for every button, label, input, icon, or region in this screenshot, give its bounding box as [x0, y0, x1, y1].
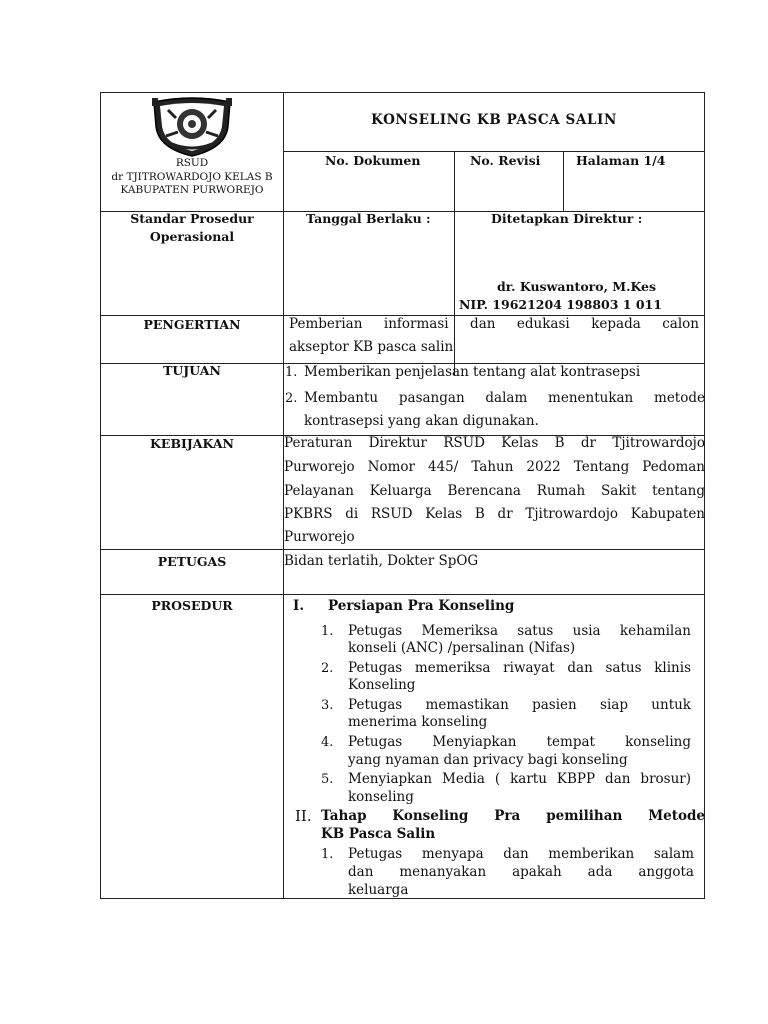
prosedur-1-item-2-line-2: Konseling [348, 677, 416, 693]
institution-line-1: RSUD [175, 157, 209, 169]
prosedur-1-item-5-line-1: Menyiapkan Media ( kartu KBPP dan brosur) [348, 771, 691, 787]
no-revisi-label: No. Revisi [470, 153, 541, 168]
prosedur-part-2-title-line-2: KB Pasca Salin [321, 826, 436, 842]
institution-line-3: KABUPATEN PURWOREJO [120, 184, 264, 196]
prosedur-1-item-4-line-2: yang nyaman dan privacy bagi konseling [348, 752, 628, 768]
tujuan-item-1-number: 1. [285, 365, 298, 380]
halaman-label: Halaman 1/4 [576, 153, 666, 168]
prosedur-1-item-2-line-1: Petugas memeriksa riwayat dan satus klinis [348, 660, 691, 676]
prosedur-2-item-1-line-3: keluarga [348, 882, 409, 898]
prosedur-1-item-3-number: 3. [321, 698, 334, 713]
prosedur-1-item-1-line-2: konseli (ANC) /persalinan (Nifas) [348, 640, 576, 656]
prosedur-2-item-1-line-2: dan menanyakan apakah ada anggota [348, 864, 694, 880]
prosedur-2-item-1-line-1: Petugas menyapa dan memberikan salam [348, 846, 694, 862]
kebijakan-label: KEBIJAKAN [150, 436, 234, 451]
no-dokumen-label: No. Dokumen [325, 153, 421, 168]
prosedur-1-item-4-number: 4. [321, 735, 334, 750]
petugas-label: PETUGAS [157, 554, 227, 569]
prosedur-label: PROSEDUR [151, 598, 233, 613]
pengertian-line-1: Pemberian informasi dan edukasi kepada calon [289, 316, 699, 332]
document-title: KONSELING KB PASCA SALIN [371, 112, 617, 128]
tujuan-item-2-number: 2. [285, 391, 298, 406]
sop-label-line-1: Standar Prosedur [130, 211, 254, 226]
title-row-divider [283, 151, 705, 152]
pengertian-label: PENGERTIAN [143, 317, 241, 332]
tujuan-item-2-line-2: kontrasepsi yang akan digunakan. [304, 413, 539, 429]
prosedur-row-divider [101, 594, 705, 595]
kebijakan-line-4: PKBRS di RSUD Kelas B dr Tjitrowardojo Kabupaten [284, 506, 705, 522]
prosedur-part-2-title-line-1: Tahap Konseling Pra pemilihan Metode [321, 808, 705, 824]
hospital-logo [148, 96, 236, 158]
prosedur-1-item-4-line-1: Petugas Menyiapkan tempat konseling [348, 734, 691, 750]
prosedur-1-item-5-line-2: konseling [348, 789, 414, 805]
prosedur-2-item-1-number: 1. [321, 847, 334, 862]
tanggal-berlaku-label: Tanggal Berlaku : [306, 211, 431, 226]
prosedur-1-item-2-number: 2. [321, 661, 334, 676]
kebijakan-line-5: Purworejo [284, 529, 355, 545]
prosedur-1-item-5-number: 5. [321, 772, 334, 787]
prosedur-part-2-number: II. [295, 807, 312, 825]
prosedur-part-1-title: Persiapan Pra Konseling [328, 598, 515, 614]
ditetapkan-direktur-label: Ditetapkan Direktur : [491, 211, 643, 226]
revisi-column-divider [454, 151, 455, 375]
prosedur-part-1-number: I. [293, 598, 305, 614]
pengertian-line-2: akseptor KB pasca salin [289, 339, 454, 355]
petugas-row-divider [101, 549, 705, 550]
tujuan-item-1-text: Memberikan penjelasan tentang alat kontrasepsi [304, 364, 641, 380]
prosedur-1-item-1-number: 1. [321, 624, 334, 639]
tujuan-label: TUJUAN [163, 363, 221, 378]
sop-label-line-2: Operasional [149, 229, 235, 244]
sop-document [100, 92, 705, 899]
prosedur-1-item-3-line-2: menerima konseling [348, 714, 488, 730]
halaman-column-divider [563, 151, 564, 211]
prosedur-1-item-1-line-1: Petugas Memeriksa satus usia kehamilan [348, 623, 691, 639]
kebijakan-line-3: Pelayanan Keluarga Berencana Rumah Sakit tentang [284, 483, 705, 499]
director-name: dr. Kuswantoro, M.Kes [497, 279, 657, 294]
institution-line-2: dr TJITROWARDOJO KELAS B [111, 171, 273, 183]
kebijakan-line-1: Peraturan Direktur RSUD Kelas B dr Tjitrowardojo [284, 435, 705, 451]
kebijakan-line-2: Purworejo Nomor 445/ Tahun 2022 Tentang Pedoman [284, 459, 705, 475]
prosedur-1-item-3-line-1: Petugas memastikan pasien siap untuk [348, 697, 691, 713]
director-nip: NIP. 19621204 198803 1 011 [459, 297, 662, 312]
tujuan-item-2-line-1: Membantu pasangan dalam menentukan metode [304, 390, 705, 406]
petugas-text: Bidan terlatih, Dokter SpOG [284, 553, 479, 569]
